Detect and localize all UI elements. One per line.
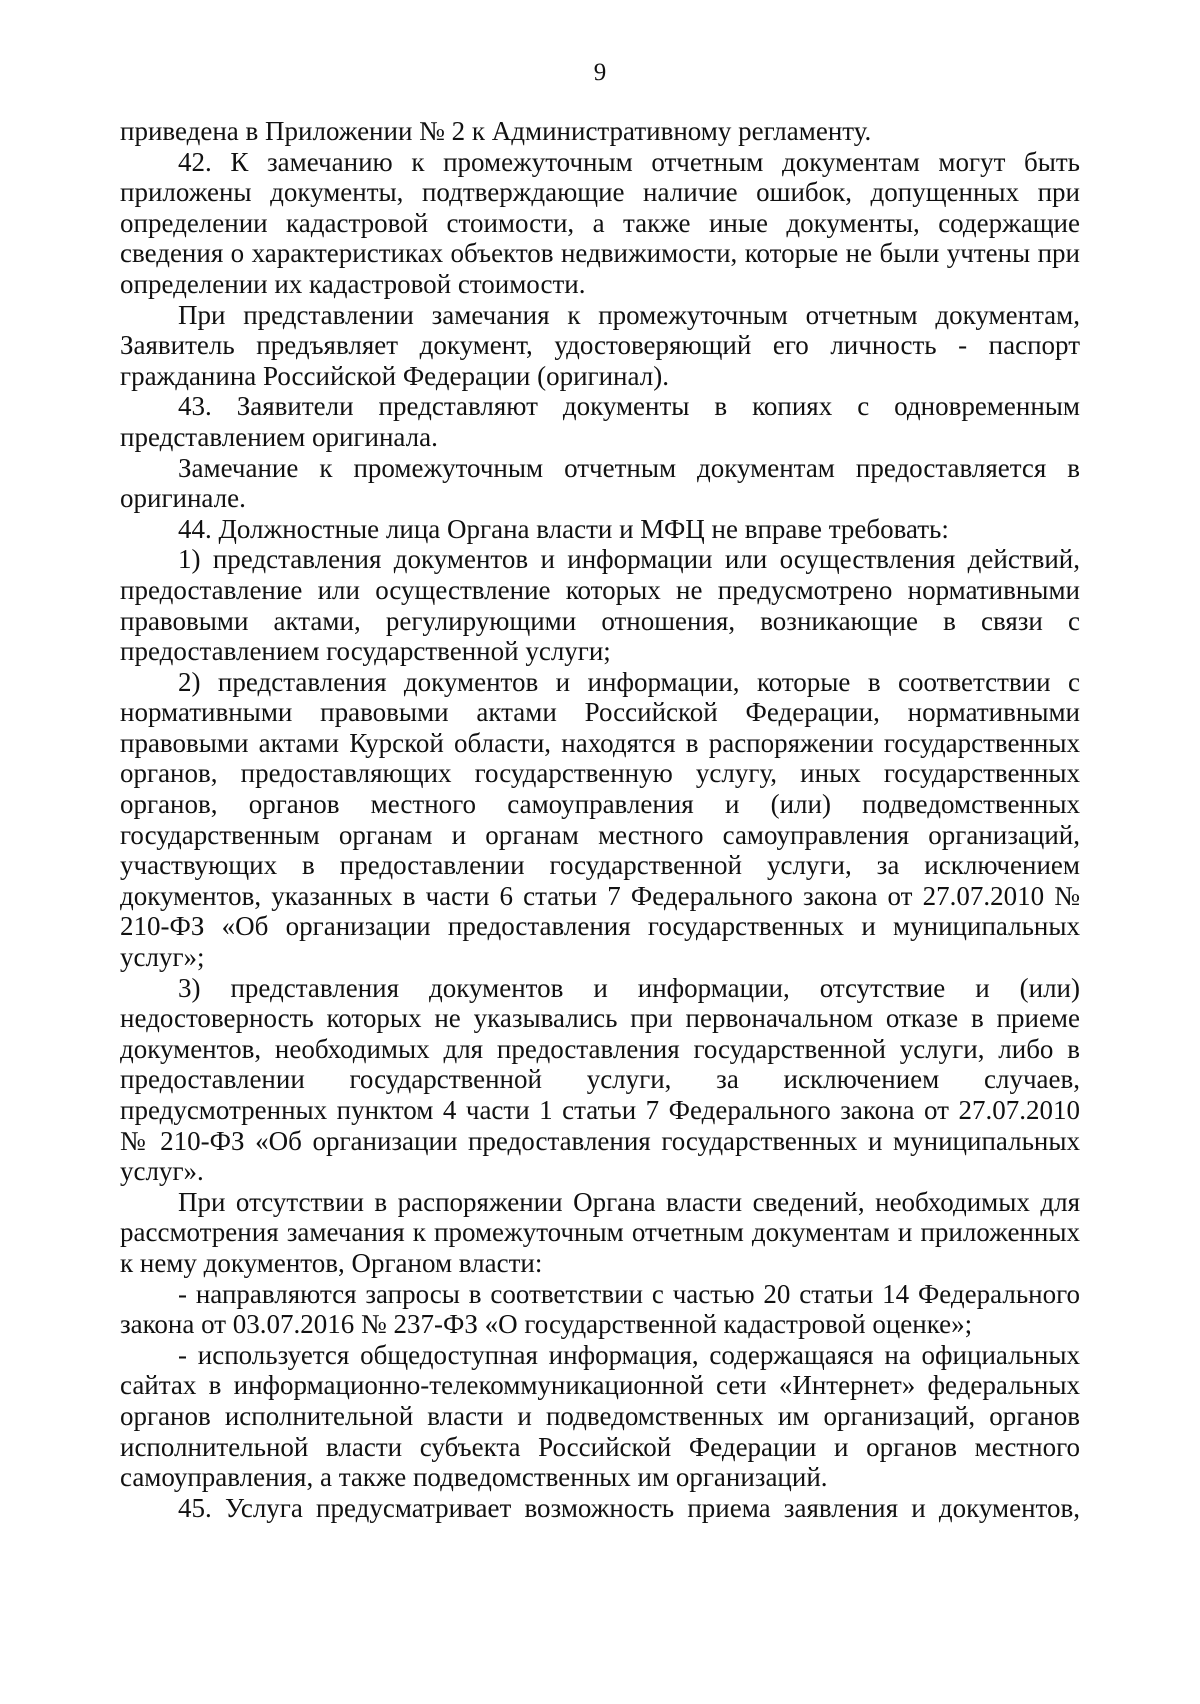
paragraph: - используется общедоступная информация, содержащаяся на официальных сайтах в информационно-телекоммуникационной сети «Интернет» федеральных органов исполнительной власти и подведомственных им организаций, органов исполнительной власти субъекта Российской Федерации и органов местного самоуправления, а также подведомственных им организаций. bbox=[120, 1339, 1080, 1493]
paragraph: приведена в Приложении № 2 к Административному регламенту. bbox=[120, 116, 872, 146]
paragraph: 3) представления документов и информации, отсутствие и (или) недостоверность которых не указывались при первоначальном отказе в приеме документов, необходимых для предоставления государственной услуги, либо в предоставлении государственной услуги, за исключением случаев, предусмотренных пунктом 4 части 1 статьи 7 Федерального закона от 27.07.2010 № 210-ФЗ «Об организации предоставления государственных и муниципальных услуг». bbox=[120, 972, 1080, 1187]
paragraph: 44. Должностные лица Органа власти и МФЦ не вправе требовать: bbox=[178, 513, 949, 544]
document-body bbox=[120, 116, 1080, 1523]
paragraph: При представлении замечания к промежуточным отчетным документам, Заявитель предъявляет документ, удостоверяющий его личность - паспорт гражданина Российской Федерации (оригинал). bbox=[120, 299, 1080, 391]
paragraph: 45. Услуга предусматривает возможность приема заявления и документов, bbox=[178, 1492, 1080, 1523]
paragraph: 42. К замечанию к промежуточным отчетным документам могут быть приложены документы, подтверждающие наличие ошибок, допущенных при определении кадастровой стоимости, а также иные документы, содержащие сведения о характеристиках объектов недвижимости, которые не были учтены при определении их кадастровой стоимости. bbox=[120, 146, 1080, 299]
paragraph: При отсутствии в распоряжении Органа власти сведений, необходимых для рассмотрения замечания к промежуточным отчетным документам и приложенных к нему документов, Органом власти: bbox=[120, 1186, 1080, 1278]
paragraph: - направляются запросы в соответствии с частью 20 статьи 14 Федерального закона от 03.07.2016 № 237-ФЗ «О государственной кадастровой оценке»; bbox=[120, 1278, 1080, 1340]
paragraph: Замечание к промежуточным отчетным документам предоставляется в оригинале. bbox=[120, 452, 1080, 514]
paragraph: 2) представления документов и информации, которые в соответствии с нормативными правовыми актами Российской Федерации, нормативными правовыми актами Курской области, находятся в распоряжении государственных органов, предоставляющих государственную услугу, иных государственных органов, органов местного самоуправления и (или) подведомственных государственным органам и органам местного самоуправления организаций, участвующих в предоставлении государственной услуги, за исключением документов, указанных в части 6 статьи 7 Федерального закона от 27.07.2010 № 210-ФЗ «Об организации предоставления государственных и муниципальных услуг»; bbox=[120, 666, 1080, 973]
page-number: 9 bbox=[593, 59, 607, 86]
paragraph: 1) представления документов и информации или осуществления действий, предоставление или осуществление которых не предусмотрено нормативными правовыми актами, регулирующими отношения, возникающие в связи с предоставлением государственной услуги; bbox=[120, 544, 1080, 667]
paragraph: 43. Заявители представляют документы в копиях с одновременным представлением оригинала. bbox=[120, 391, 1080, 452]
